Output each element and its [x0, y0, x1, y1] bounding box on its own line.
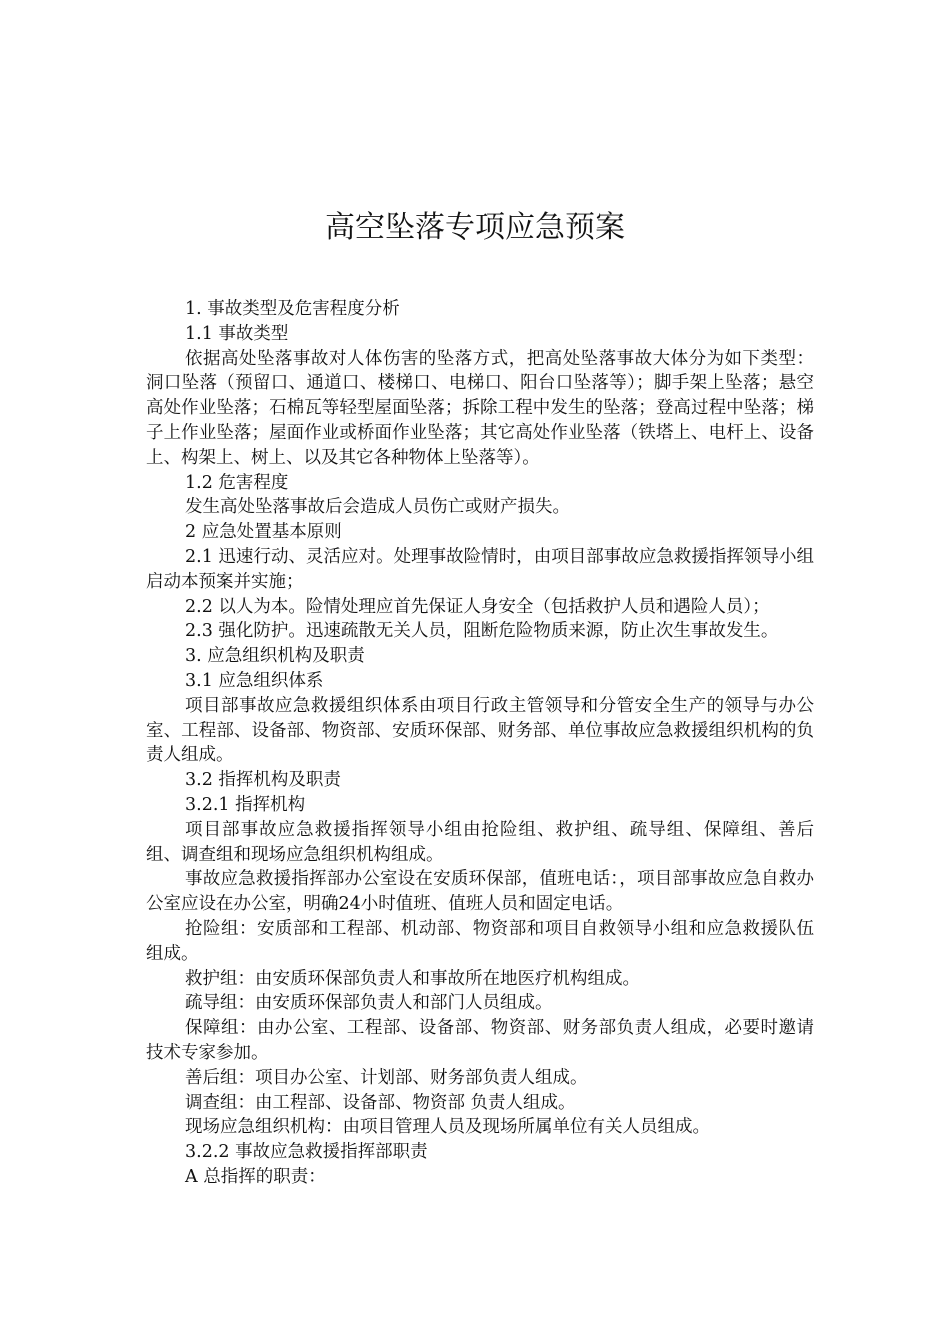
- paragraph-rescue-team: 抢险组：安质部和工程部、机动部、物资部和项目自救领导小组和应急救援队伍组成。: [146, 918, 814, 964]
- paragraph-command-group: 项目部事故应急救援指挥领导小组由抢险组、救护组、疏导组、保障组、善后组、调查组和现场应急组织机构组成。: [146, 819, 814, 865]
- section-heading-3: 3. 应急组织机构及职责: [185, 646, 365, 667]
- section-heading-3-2-1: 3.2.1 指挥机构: [185, 794, 306, 815]
- section-heading-3-1: 3.1 应急组织体系: [185, 670, 324, 691]
- section-heading-2: 2 应急处置基本原则: [185, 522, 342, 543]
- section-heading-3-2-2: 3.2.2 事故应急救援指挥部职责: [185, 1142, 428, 1163]
- paragraph-commander-duties: A 总指挥的职责：: [185, 1166, 326, 1187]
- section-heading-1-1: 1.1 事故类型: [185, 323, 289, 344]
- paragraph-org-system: 项目部事故应急救援组织体系由项目行政主管领导和分管安全生产的领导与办公室、工程部、设备部、物资部、安质环保部、财务部、单位事故应急救援组织机构的负责人组成。: [146, 695, 814, 766]
- document-title: 高空坠落专项应急预案: [325, 210, 625, 245]
- paragraph-harm-degree: 发生高处坠落事故后会造成人员伤亡或财产损失。: [185, 497, 570, 518]
- paragraph-support-team: 保障组：由办公室、工程部、设备部、物资部、财务部负责人组成，必要时邀请技术专家参加。: [146, 1018, 814, 1063]
- paragraph-investigation-team: 调查组：由工程部、设备部、物资部 负责人组成。: [185, 1092, 576, 1113]
- paragraph-principle-2-3: 2.3 强化防护。迅速疏散无关人员，阻断危险物质来源，防止次生事故发生。: [185, 621, 779, 642]
- section-heading-3-2: 3.2 指挥机构及职责: [185, 770, 341, 791]
- paragraph-principle-2-2: 2.2 以人为本。险情处理应首先保证人身安全（包括救护人员和遇险人员）；: [185, 596, 770, 617]
- paragraph-principle-2-1: 2.1 迅速行动、灵活应对。处理事故险情时，由项目部事故应急救援指挥领导小组启动本预案并实施；: [146, 546, 814, 592]
- document-body: [146, 297, 814, 1190]
- section-heading-1-2: 1.2 危害程度: [185, 472, 289, 493]
- paragraph-command-office: 事故应急救援指挥部办公室设在安质环保部，值班电话：，项目部事故应急自救办公室应设在办公室，明确24小时值班、值班人员和固定电话。: [146, 869, 814, 915]
- paragraph-onsite-org: 现场应急组织机构：由项目管理人员及现场所属单位有关人员组成。: [185, 1117, 710, 1138]
- paragraph-evacuation-team: 疏导组：由安质环保部负责人和部门人员组成。: [185, 993, 553, 1014]
- paragraph-fall-types: 依据高处坠落事故对人体伤害的坠落方式，把高处坠落事故大体分为如下类型：洞口坠落（预留口、通道口、楼梯口、电梯口、阳台口坠落等）；脚手架上坠落；悬空高处作业坠落；石棉瓦等轻型屋面坠落；拆除工程中发生的坠落；登高过程中坠落；梯子上作业坠落；屋面作业或桥面作业坠落；其它高处作业坠落（铁塔上、电杆上、设备上、构架上、树上、以及其它各种物体上坠落等）。: [146, 348, 814, 468]
- section-heading-1: 1. 事故类型及危害程度分析: [185, 299, 400, 319]
- paragraph-medical-team: 救护组：由安质环保部负责人和事故所在地医疗机构组成。: [185, 968, 640, 989]
- paragraph-aftermath-team: 善后组：项目办公室、计划部、财务部负责人组成。: [185, 1067, 588, 1088]
